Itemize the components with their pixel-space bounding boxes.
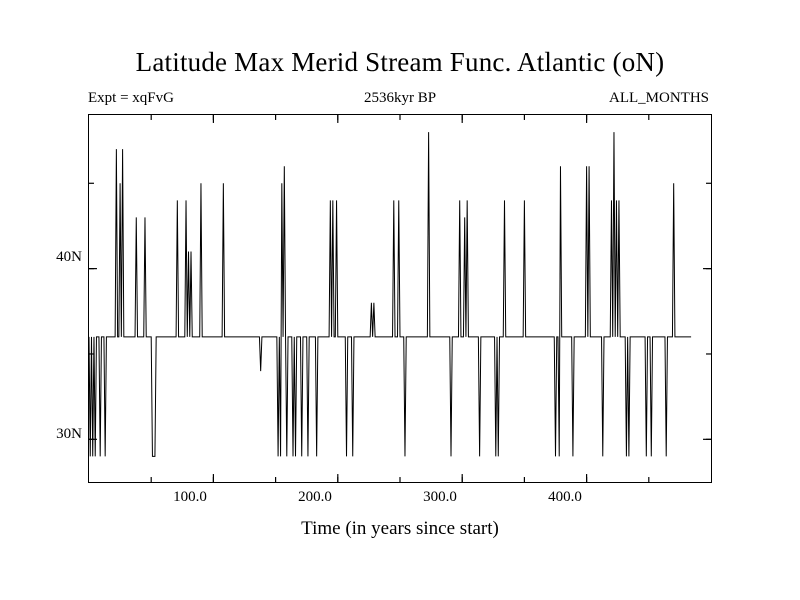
x-tick-label-400: 400.0: [548, 489, 582, 505]
y-tick-label-30n: 30N: [56, 426, 82, 442]
data-series-line: [89, 132, 691, 456]
x-axis-title: Time (in years since start): [301, 518, 499, 539]
page-title: Latitude Max Merid Stream Func. Atlantic (oN): [135, 47, 665, 77]
series-line-plot: [89, 115, 711, 482]
plot-area: [88, 114, 712, 483]
period-label: 2536kyr BP: [363, 90, 437, 106]
y-tick-label-40n: 40N: [56, 249, 82, 265]
x-tick-label-100: 100.0: [173, 489, 207, 505]
x-tick-label-200: 200.0: [298, 489, 332, 505]
experiment-label: Expt = xqFvG: [88, 90, 174, 106]
x-tick-label-300: 300.0: [423, 489, 457, 505]
months-label: ALL_MONTHS: [609, 90, 709, 106]
